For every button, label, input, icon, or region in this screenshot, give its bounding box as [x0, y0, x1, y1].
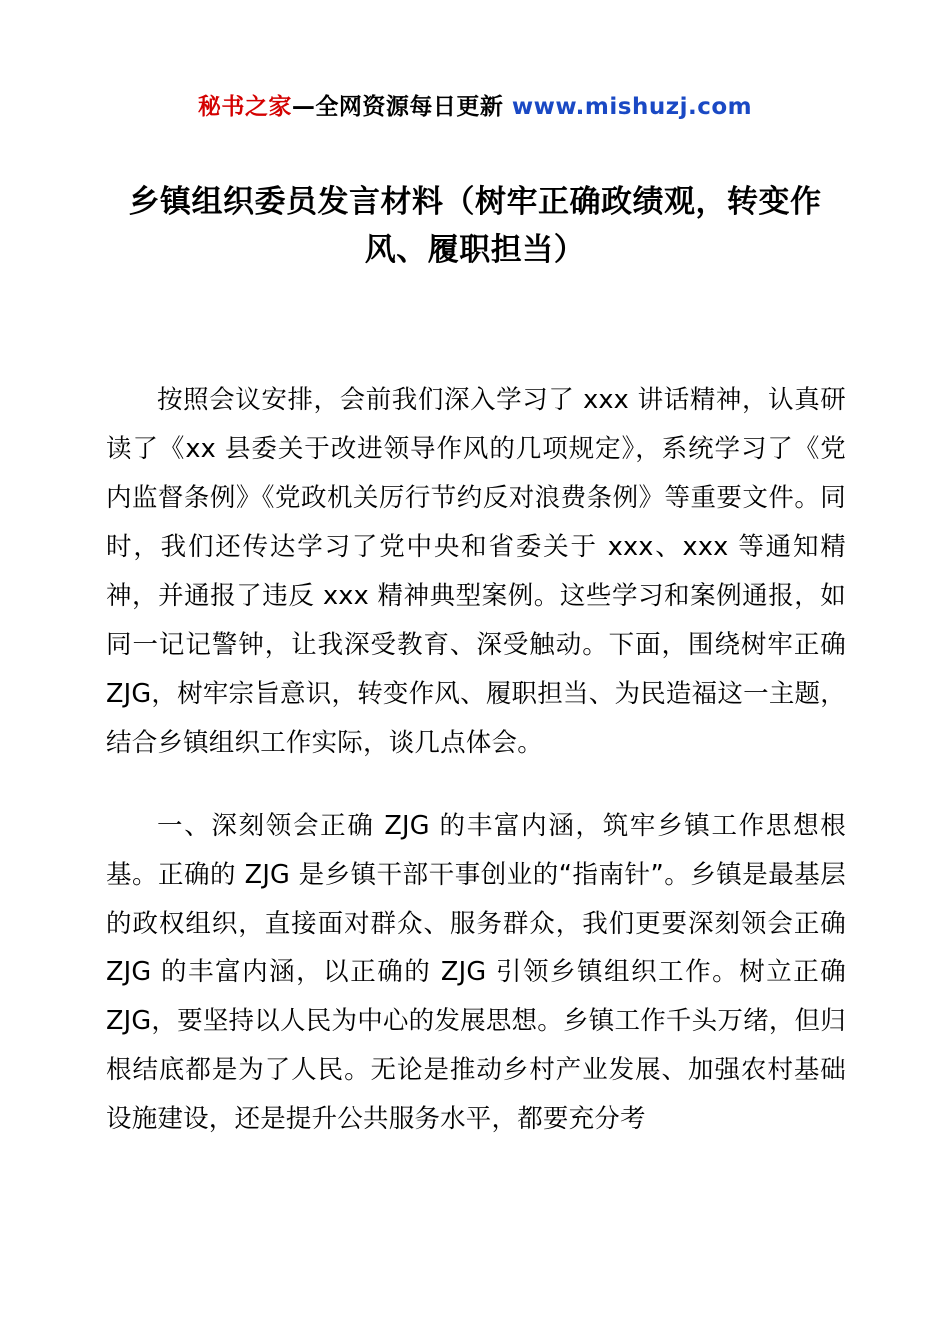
paragraph: 一、深刻领会正确 ZJG 的丰富内涵，筑牢乡镇工作思想根基。正确的 ZJG 是乡镇干部干事创业的“指南针”。乡镇是最基层的政权组织，直接面对群众、服务群众，我们更要深刻领会正确 ZJG 的丰富内涵，以正确的 ZJG 引领乡镇组织工作。树立正确 ZJG，要坚持以人民为中心的发展思想。乡镇工作千头万绪，但归根结底都是为了人民。无论是推动乡村产业发展、加强农村基础设施建设，还是提升公共服务水平，都要充分考	[106, 810, 846, 1135]
paragraph: 按照会议安排，会前我们深入学习了 xxx 讲话精神，认真研读了《xx 县委关于改进领导作风的几项规定》，系统学习了《党内监督条例》《党政机关厉行节约反对浪费条例》等重要文件。同时，我们还传达学习了党中央和省委关于 xxx、xxx 等通知精神，并通报了违反 xxx 精神典型案例。这些学习和案例通报，如同一记记警钟，让我深受教育、深受触动。下面，围绕树牢正确 ZJG，树牢宗旨意识，转变作风、履职担当、为民造福这一主题，结合乡镇组织工作实际，谈几点体会。	[106, 385, 846, 758]
page-title: 乡镇组织委员发言材料（树牢正确政绩观，转变作风、履职担当）	[128, 184, 822, 269]
watermark-brand: 秘书之家	[197, 94, 292, 120]
site-watermark	[0, 88, 950, 121]
watermark-url[interactable]: www.mishuzj.com	[511, 94, 753, 120]
document-body	[106, 376, 846, 1144]
watermark-separator: —全网资源每日更新	[291, 94, 512, 120]
